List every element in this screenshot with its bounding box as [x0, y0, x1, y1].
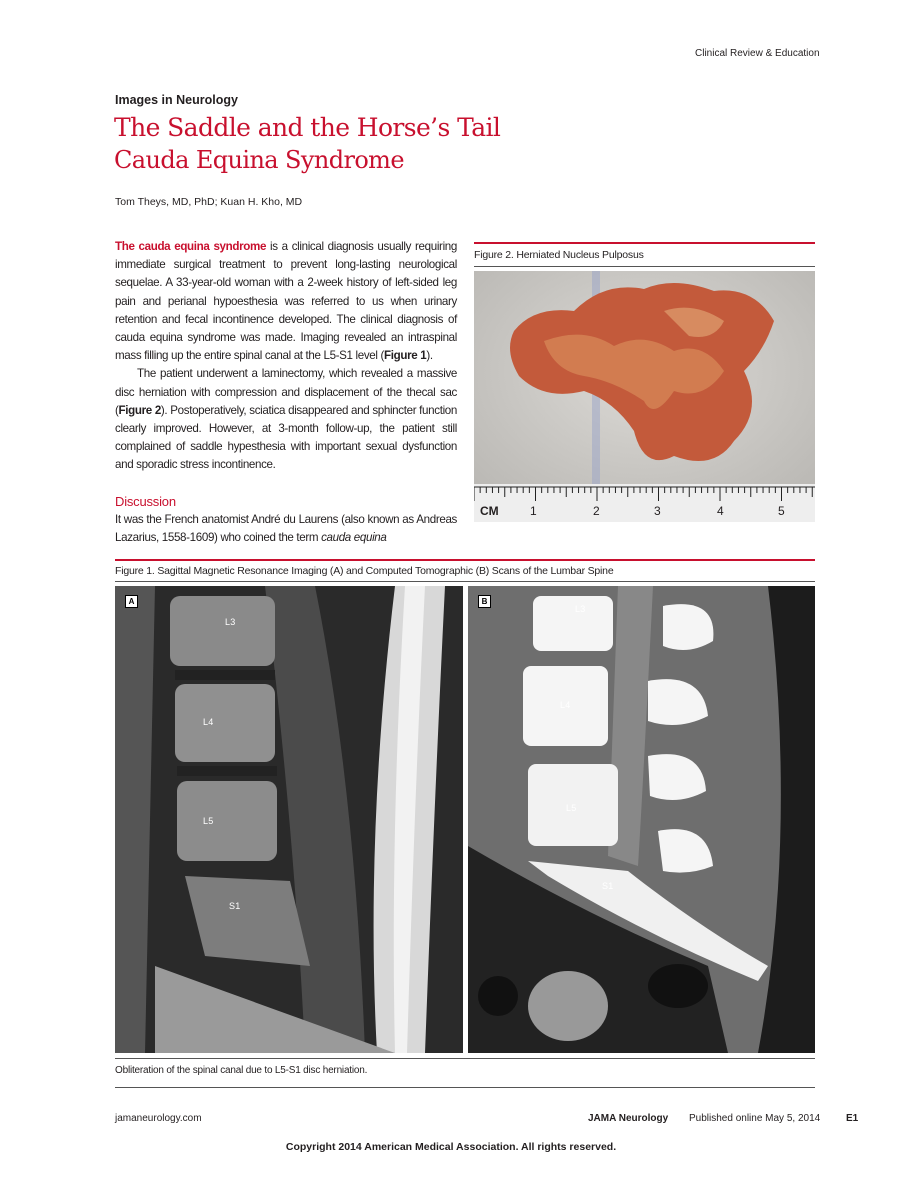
article-subtitle: Cauda Equina Syndrome [114, 146, 404, 174]
figure-2-photo [474, 271, 815, 522]
ruler-tick-label: 3 [654, 504, 661, 518]
paragraph-3 [115, 511, 457, 547]
divider [474, 266, 815, 267]
vertebra-label: L4 [560, 700, 571, 710]
ruler-tick-label: 4 [717, 504, 724, 518]
ruler-tick-label: 5 [778, 504, 785, 518]
mri-image [115, 586, 463, 1053]
vertebra-label: L5 [566, 803, 577, 813]
text: is a clinical diagnosis usually requiring immediate surgical treatment to prevent long-lasting neurological sequelae. A 33-year-old woman with a 2-week history of left-sided leg pain and perianal hypoesthesia was referred to us when urinary retention and fecal incontinence developed. The clinical diagnosis of cauda equina syndrome was made. Imaging revealed an intraspinal mass filling up the entire spinal canal at the L5-S1 level ( [115, 240, 457, 363]
vertebra-label: L5 [203, 816, 214, 826]
divider [115, 1087, 815, 1088]
vertebra-label: S1 [229, 901, 241, 911]
figure-1-panel-b-ct [468, 586, 815, 1053]
figure-1-link[interactable]: Figure 1 [384, 349, 427, 363]
discussion-heading: Discussion [115, 493, 176, 509]
section-label: Clinical Review & Education [695, 48, 820, 59]
divider [115, 581, 815, 582]
ruler-unit: CM [480, 504, 499, 518]
kicker: Images in Neurology [115, 93, 238, 107]
paragraph-1 [115, 238, 457, 365]
figure-1-footnote: Obliteration of the spinal canal due to L5-S1 disc herniation. [115, 1065, 368, 1076]
figure-1-caption: Figure 1. Sagittal Magnetic Resonance Imaging (A) and Computed Tomographic (B) Scans of the Lumbar Spine [115, 565, 614, 577]
ruler-tick-label: 1 [530, 504, 537, 518]
text: The patient underwent a laminectomy, which revealed a massive disc herniation with compression and displacement of the thecal sac ( [115, 367, 457, 417]
page-number: E1 [846, 1113, 859, 1124]
divider [474, 242, 815, 244]
article-title: The Saddle and the Horse’s Tail [114, 113, 501, 142]
panel-tag: B [478, 595, 491, 608]
vertebra-label: L3 [225, 617, 236, 627]
text: ). [426, 349, 433, 363]
text: ). Postoperatively, sciatica disappeared and sphincter function clearly improved. However, at 3-month follow-up, the patient still complained of saddle hypesthesia with important sexual dysfunction and sporadic stress incontinence. [115, 403, 457, 472]
paragraph-2 [115, 365, 457, 474]
journal-name: JAMA Neurology [588, 1113, 669, 1124]
figure-1-panel-a-mri [115, 586, 463, 1053]
vertebra-label: S1 [602, 881, 614, 891]
authors: Tom Theys, MD, PhD; Kuan H. Kho, MD [115, 196, 303, 208]
figure-2-caption: Figure 2. Herniated Nucleus Pulposus [474, 249, 644, 261]
article-body [115, 238, 457, 547]
divider [115, 1058, 815, 1059]
publication-date: Published online May 5, 2014 [689, 1113, 821, 1124]
text: It was the French anatomist André du Laurens (also known as Andreas Lazarius, 1558-1609) who coined the term [115, 512, 457, 545]
ct-image [468, 586, 815, 1053]
specimen-photo [474, 271, 815, 522]
vertebra-label: L4 [203, 717, 214, 727]
copyright: Copyright 2014 American Medical Association. All rights reserved. [285, 1141, 617, 1153]
journal-website-link[interactable]: jamaneurology.com [115, 1113, 202, 1124]
lead-term: The cauda equina syndrome [115, 240, 267, 253]
vertebra-label: L3 [575, 604, 586, 614]
panel-tag: A [125, 595, 138, 608]
divider [115, 559, 815, 561]
ruler-tick-label: 2 [593, 504, 600, 518]
text: cauda equina [321, 531, 387, 545]
figure-2-link[interactable]: Figure 2 [118, 403, 161, 417]
